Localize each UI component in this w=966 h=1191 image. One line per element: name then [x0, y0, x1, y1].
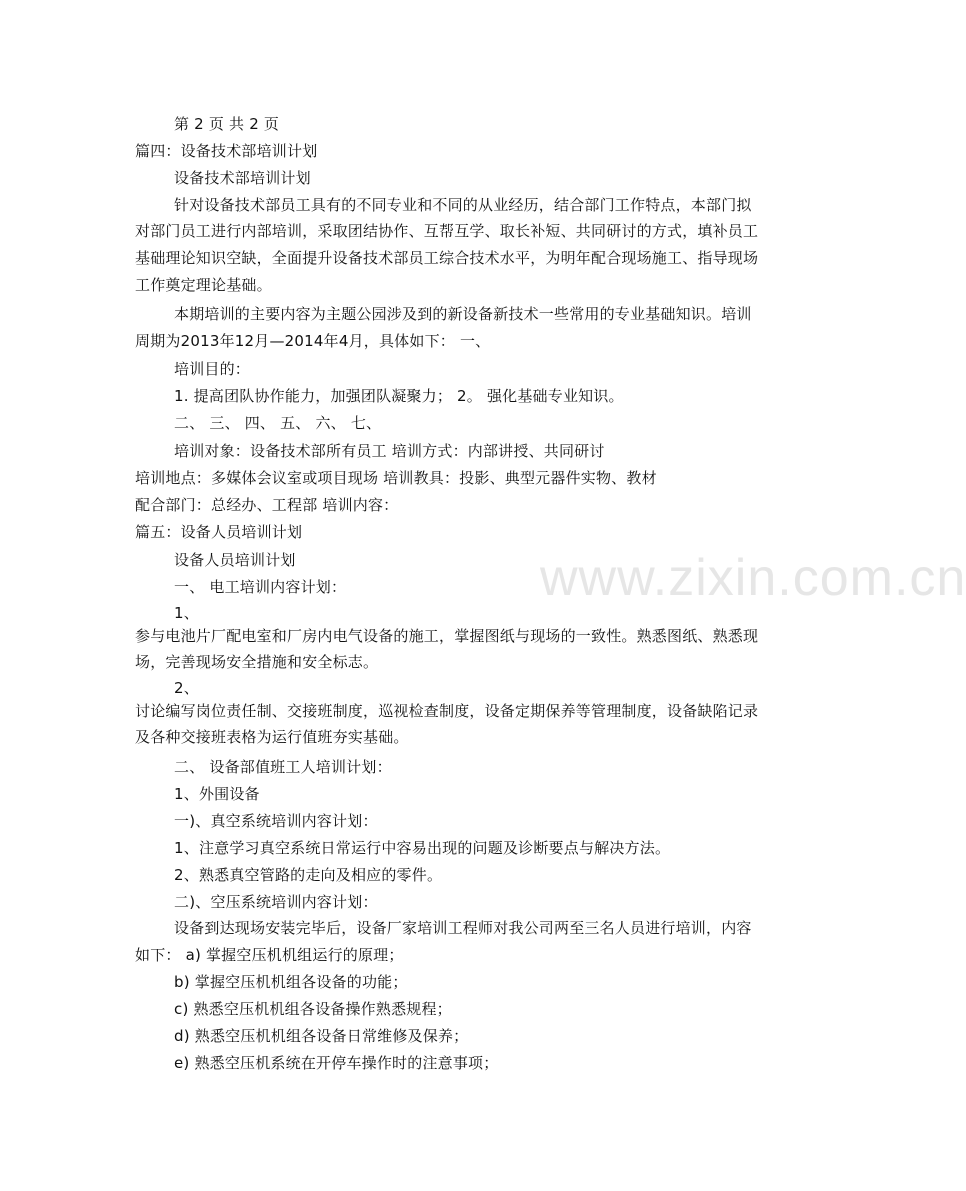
list-heading: 二)、空压系统培训内容计划： [174, 893, 378, 911]
list-item: b) 掌握空压机机组各设备的功能； [174, 973, 408, 991]
paragraph-line: 基础理论知识空缺，全面提升设备技术部员工综合技术水平，为明年配合现场施工、指导现场 [135, 249, 759, 267]
list-item: 1. 提高团队协作能力，加强团队凝聚力； 2。 强化基础专业知识。 [174, 387, 624, 405]
paragraph-line: 工作奠定理论基础。 [135, 276, 272, 294]
list-item: 培训地点：多媒体会议室或项目现场 培训教具：投影、典型元器件实物、教材 [135, 469, 657, 487]
paragraph-line: 对部门员工进行内部培训，采取团结协作、互帮互学、取长补短、共同研讨的方式，填补员工 [135, 222, 759, 240]
list-heading: 一)、真空系统培训内容计划： [174, 812, 378, 830]
list-item: 1、注意学习真空系统日常运行中容易出现的问题及诊断要点与解决方法。 [174, 839, 671, 857]
paragraph-line: 及各种交接班表格为运行值班夯实基础。 [135, 728, 409, 746]
list-number: 2、 [174, 679, 199, 697]
section-heading: 篇五：设备人员培训计划 [135, 523, 303, 541]
watermark: www.zixin.com.cn [540, 549, 966, 607]
list-item: c) 熟悉空压机机组各设备操作熟悉规程； [174, 1000, 452, 1018]
list-item: 配合部门：总经办、工程部 培训内容： [135, 496, 399, 514]
page-number: 第 2 页 共 2 页 [174, 115, 280, 133]
list-heading: 一、 电工培训内容计划： [174, 578, 347, 596]
list-item: 二、 三、 四、 五、 六、 七、 [174, 414, 382, 432]
paragraph-line: 周期为2013年12月—2014年4月，具体如下： 一、 [135, 332, 491, 350]
list-item: 2、熟悉真空管路的走向及相应的零件。 [174, 866, 443, 884]
list-heading: 培训目的： [174, 360, 251, 378]
paragraph-line: 针对设备技术部员工具有的不同专业和不同的从业经历，结合部门工作特点，本部门拟 [174, 196, 752, 214]
paragraph-line: 本期培训的主要内容为主题公园涉及到的新设备新技术一些常用的专业基础知识。培训 [174, 305, 752, 323]
document-title: 设备人员培训计划 [174, 551, 296, 569]
section-heading: 篇四：设备技术部培训计划 [135, 142, 318, 160]
list-item: 培训对象：设备技术部所有员工 培训方式：内部讲授、共同研讨 [174, 442, 605, 460]
document-title: 设备技术部培训计划 [174, 169, 311, 187]
list-heading: 二、 设备部值班工人培训计划： [174, 758, 392, 776]
list-item: 1、外围设备 [174, 785, 260, 803]
list-number: 1、 [174, 604, 199, 622]
list-item: 如下： a) 掌握空压机机组运行的原理； [135, 946, 404, 964]
paragraph-line: 参与电池片厂配电室和厂房内电气设备的施工，掌握图纸与现场的一致性。熟悉图纸、熟悉现 [135, 627, 759, 645]
list-item: d) 熟悉空压机机组各设备日常维修及保养； [174, 1027, 469, 1045]
paragraph-line: 场，完善现场安全措施和安全标志。 [135, 653, 379, 671]
paragraph-line: 设备到达现场安装完毕后，设备厂家培训工程师对我公司两至三名人员进行培训，内容 [174, 919, 752, 937]
paragraph-line: 讨论编写岗位责任制、交接班制度，巡视检查制度，设备定期保养等管理制度，设备缺陷记录 [135, 702, 759, 720]
list-item: e) 熟悉空压机系统在开停车操作时的注意事项； [174, 1054, 499, 1072]
